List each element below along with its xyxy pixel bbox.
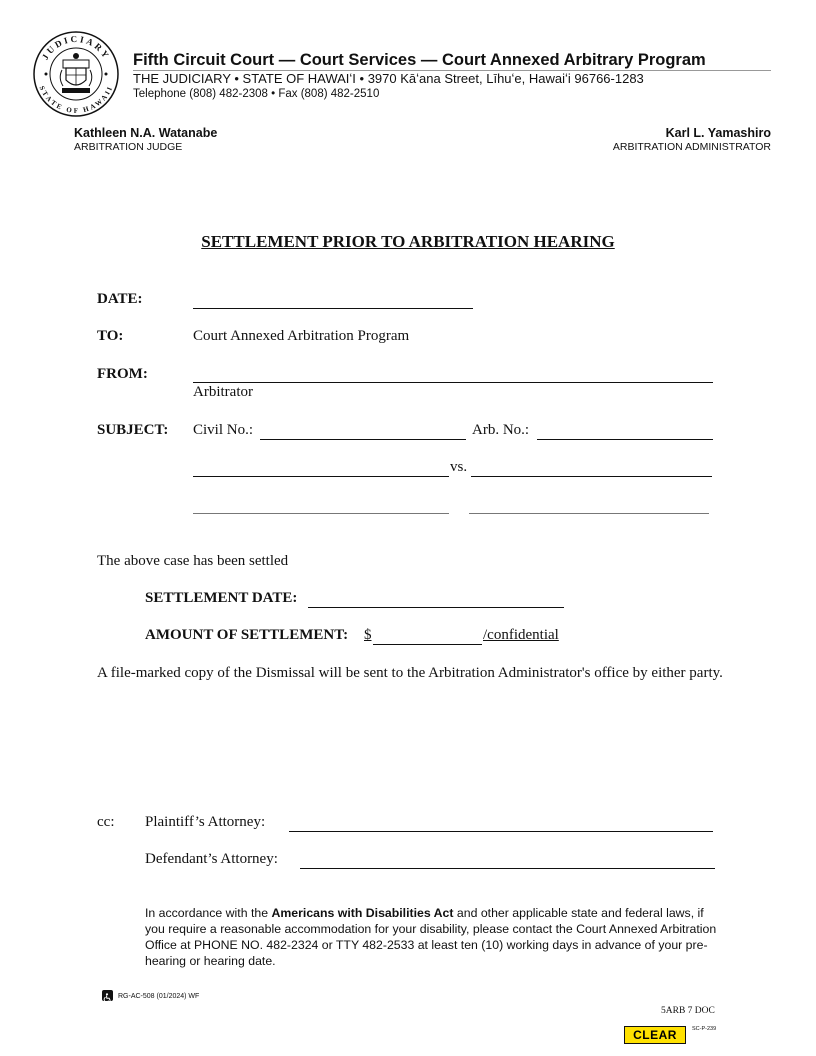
judge-title: ARBITRATION JUDGE: [74, 141, 183, 153]
to-label: TO:: [97, 328, 124, 344]
settlement-date-label: SETTLEMENT DATE:: [145, 590, 298, 606]
plaintiff-field[interactable]: [193, 458, 449, 477]
settled-statement: The above case has been settled: [97, 553, 289, 569]
judge-name: Kathleen N.A. Watanabe: [74, 126, 218, 140]
plaintiff-field-2[interactable]: [193, 495, 449, 514]
administrator-name: Karl L. Yamashiro: [665, 126, 771, 140]
file-marked-notice: A file-marked copy of the Dismissal will be sent to the Arbitration Administrator's office by either party.: [97, 665, 723, 681]
amount-field[interactable]: [373, 626, 482, 645]
date-label: DATE:: [97, 291, 143, 307]
defendant-attorney-label: Defendant’s Attorney:: [145, 851, 278, 867]
header-phone: Telephone (808) 482-2308 • Fax (808) 482-2510: [133, 88, 380, 100]
arb-no-field[interactable]: [537, 421, 713, 440]
defendant-field[interactable]: [471, 458, 712, 477]
administrator-title: ARBITRATION ADMINISTRATOR: [612, 141, 771, 153]
accessibility-icon: [102, 990, 113, 1001]
from-label: FROM:: [97, 366, 148, 382]
subject-label: SUBJECT:: [97, 422, 169, 438]
civil-no-field[interactable]: [260, 421, 466, 440]
defendant-attorney-field[interactable]: [300, 850, 715, 869]
form-code: RG-AC-508 (01/2024) WF: [118, 993, 200, 1000]
seal-bottom-text: STATE OF HAWAII: [37, 84, 115, 115]
from-sublabel: Arbitrator: [193, 384, 253, 400]
vs-label: vs.: [450, 459, 468, 475]
plaintiff-attorney-field[interactable]: [289, 813, 713, 832]
amount-confidential: /confidential: [483, 627, 559, 643]
header-title: Fifth Circuit Court — Court Services — Court Annexed Arbitrary Program: [133, 51, 706, 69]
arb-no-label: Arb. No.:: [472, 422, 530, 438]
doc-code: 5ARB 7 DOC: [661, 1006, 715, 1016]
cc-label: cc:: [97, 814, 115, 830]
ada-notice: [145, 905, 723, 969]
ada-body: and other applicable state and federal laws, if you require a reasonable accommodation for your disability, please contact the Court Annexed Arbitration Office at PHONE NO. 482-2324 or TTY 482-2533 at least ten (10) working days in advance of your pre-hearing or hearing date.: [145, 906, 717, 968]
settlement-date-field[interactable]: [308, 589, 564, 608]
from-field[interactable]: [193, 364, 713, 383]
ada-prefix: In accordance with the: [145, 906, 272, 920]
clear-button[interactable]: CLEAR: [624, 1026, 686, 1044]
header-address: THE JUDICIARY • STATE OF HAWAIʻI • 3970 Kāʻana Street, Līhuʻe, Hawaiʻi 96766-1283: [133, 71, 644, 86]
judiciary-seal: [32, 30, 120, 118]
amount-currency: $: [364, 627, 372, 643]
to-value: Court Annexed Arbitration Program: [193, 328, 410, 344]
ada-act-name: Americans with Disabilities Act: [271, 906, 454, 920]
defendant-field-2[interactable]: [469, 495, 709, 514]
civil-no-label: Civil No.:: [193, 422, 254, 438]
date-field[interactable]: [193, 290, 473, 309]
sc-code: SC-P-239: [692, 1026, 717, 1032]
plaintiff-attorney-label: Plaintiff’s Attorney:: [145, 814, 266, 830]
amount-label: AMOUNT OF SETTLEMENT:: [145, 627, 349, 643]
seal-top-text: JUDICIARY: [39, 33, 113, 62]
form-title: SETTLEMENT PRIOR TO ARBITRATION HEARING: [201, 232, 615, 251]
